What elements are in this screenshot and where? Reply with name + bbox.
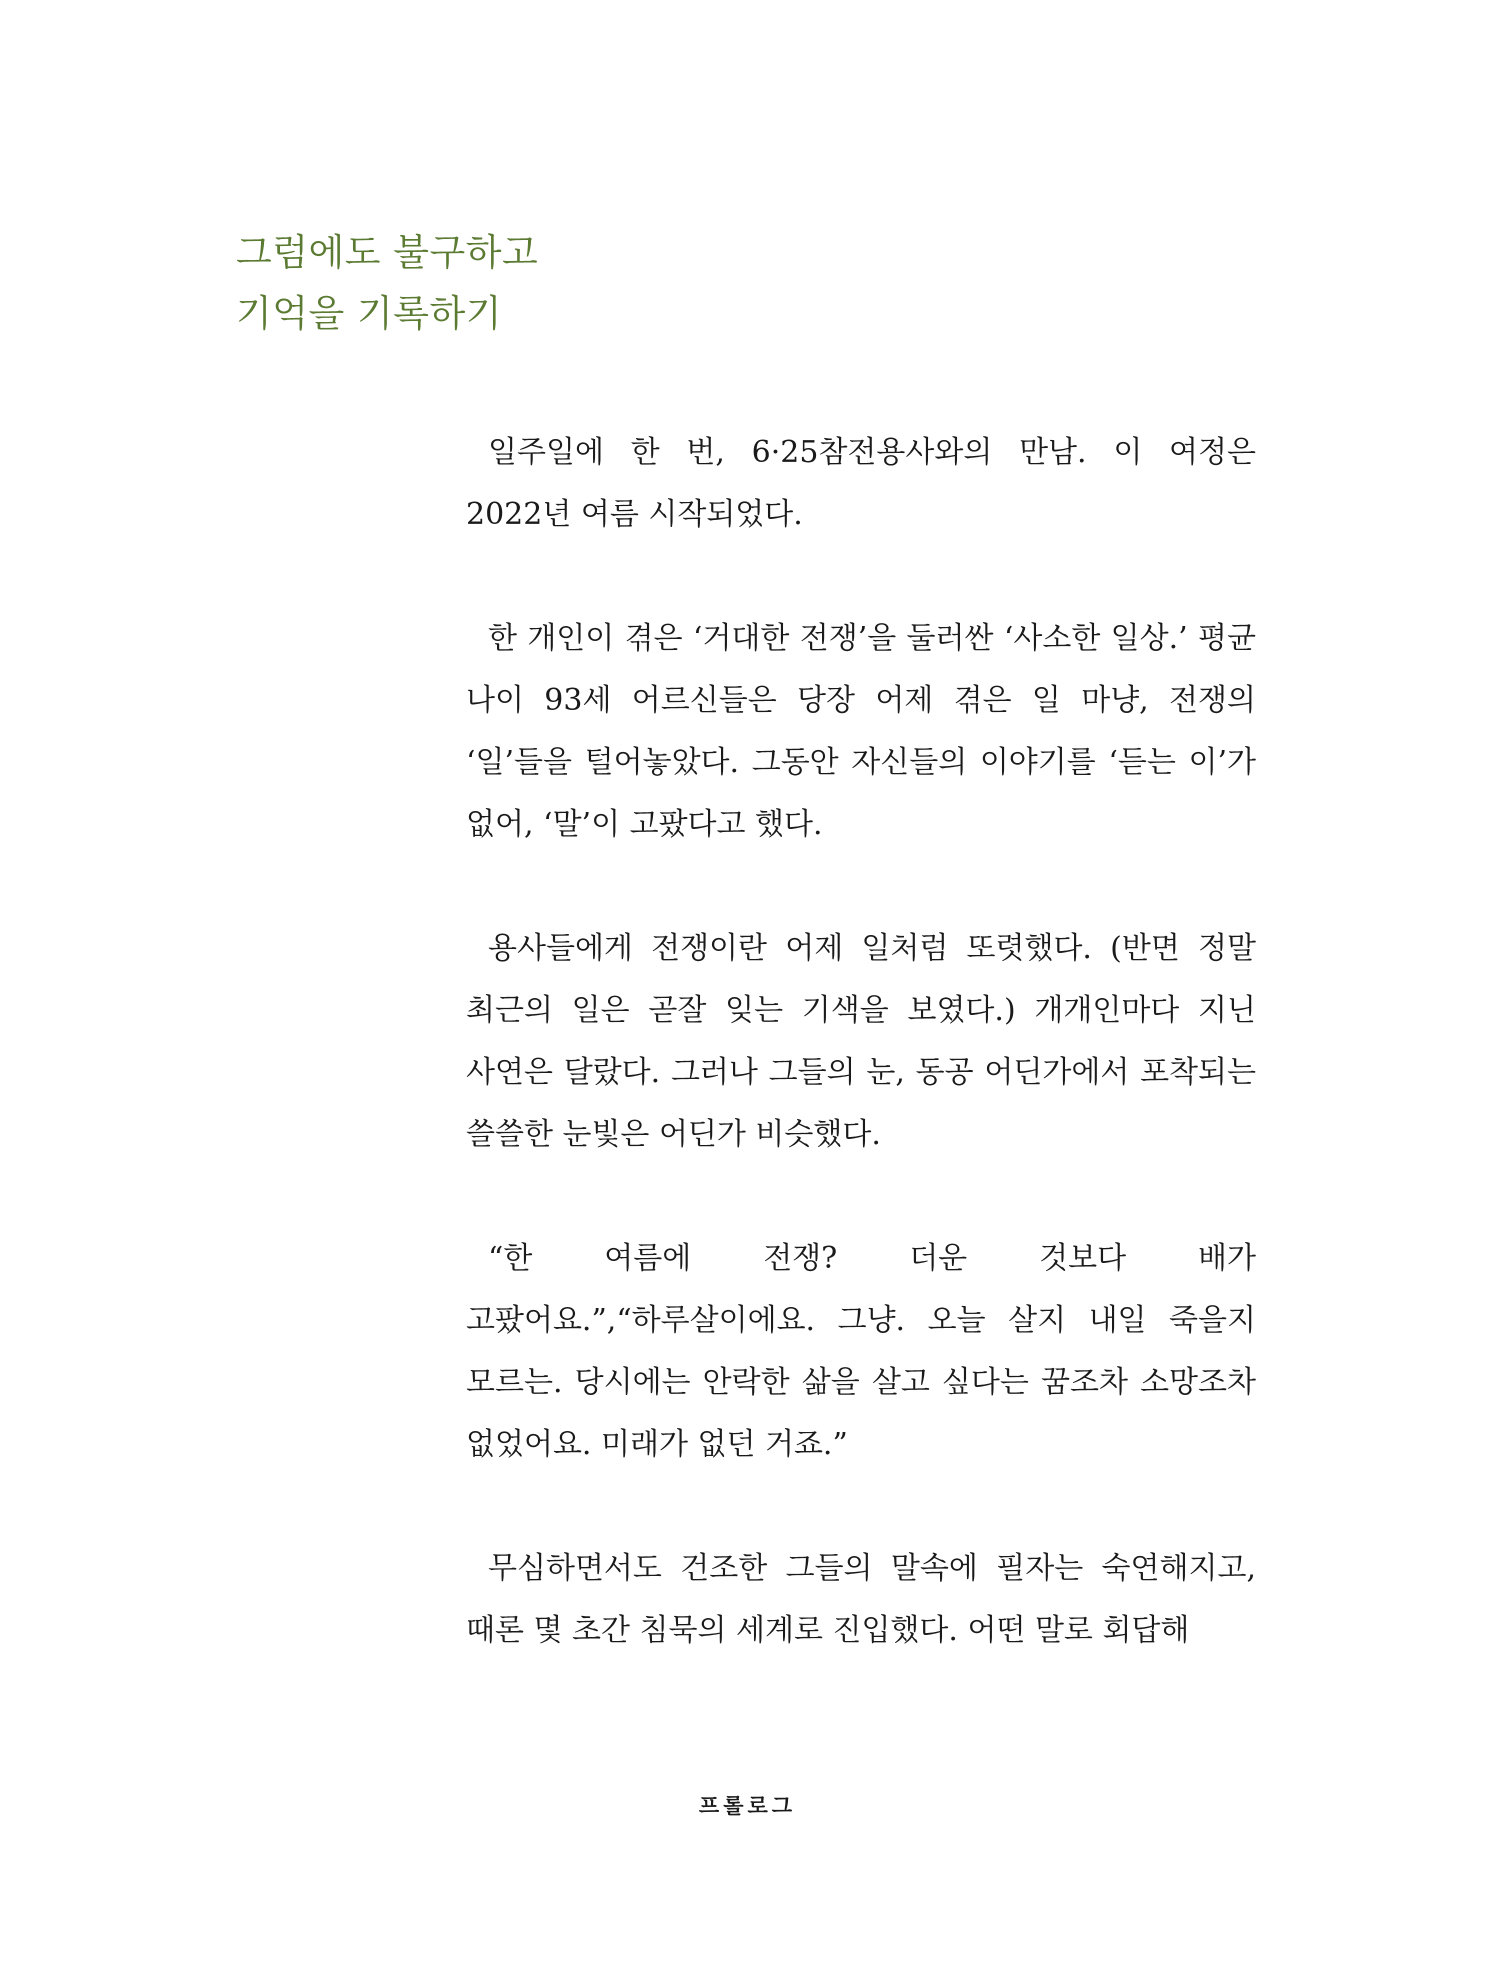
paragraph-3: 용사들에게 전쟁이란 어제 일처럼 또렷했다. (반면 정말 최근의 일은 곧잘 잊는 기색을 보였다.) 개개인마다 지닌 사연은 달랐다. 그러나 그들의 눈, 동공 어딘가에서 포착되는 쓸쓸한 눈빛은 어딘가 비슷했다.	[466, 931, 1256, 1152]
paragraph-4: “한 여름에 전쟁? 더운 것보다 배가 고팠어요.”,“하루살이에요. 그냥. 오늘 살지 내일 죽을지 모르는. 당시에는 안락한 삶을 살고 싶다는 꿈조차 소망조차 없었어요. 미래가 없던 거죠.”	[466, 1241, 1256, 1462]
paragraph-1: 일주일에 한 번, 6·25참전용사와의 만남. 이 여정은 2022년 여름 시작되었다.	[466, 435, 1256, 532]
page-footer-section-label: 프롤로그	[698, 1794, 797, 1818]
paragraph-5: 무심하면서도 건조한 그들의 말속에 필자는 숙연해지고, 때론 몇 초간 침묵의 세계로 진입했다. 어떤 말로 회답해	[466, 1551, 1256, 1648]
body-text	[466, 422, 1256, 1724]
chapter-title-line-1: 그럼에도 불구하고	[236, 231, 539, 274]
chapter-title-line-2: 기억을 기록하기	[236, 292, 502, 335]
chapter-title	[236, 222, 538, 344]
paragraph-2: 한 개인이 겪은 ‘거대한 전쟁’을 둘러싼 ‘사소한 일상.’ 평균 나이 93세 어르신들은 당장 어제 겪은 일 마냥, 전쟁의 ‘일’들을 털어놓았다. 그동안 자신들의 이야기를 ‘듣는 이’가 없어, ‘말’이 고팠다고 했다.	[466, 621, 1256, 842]
